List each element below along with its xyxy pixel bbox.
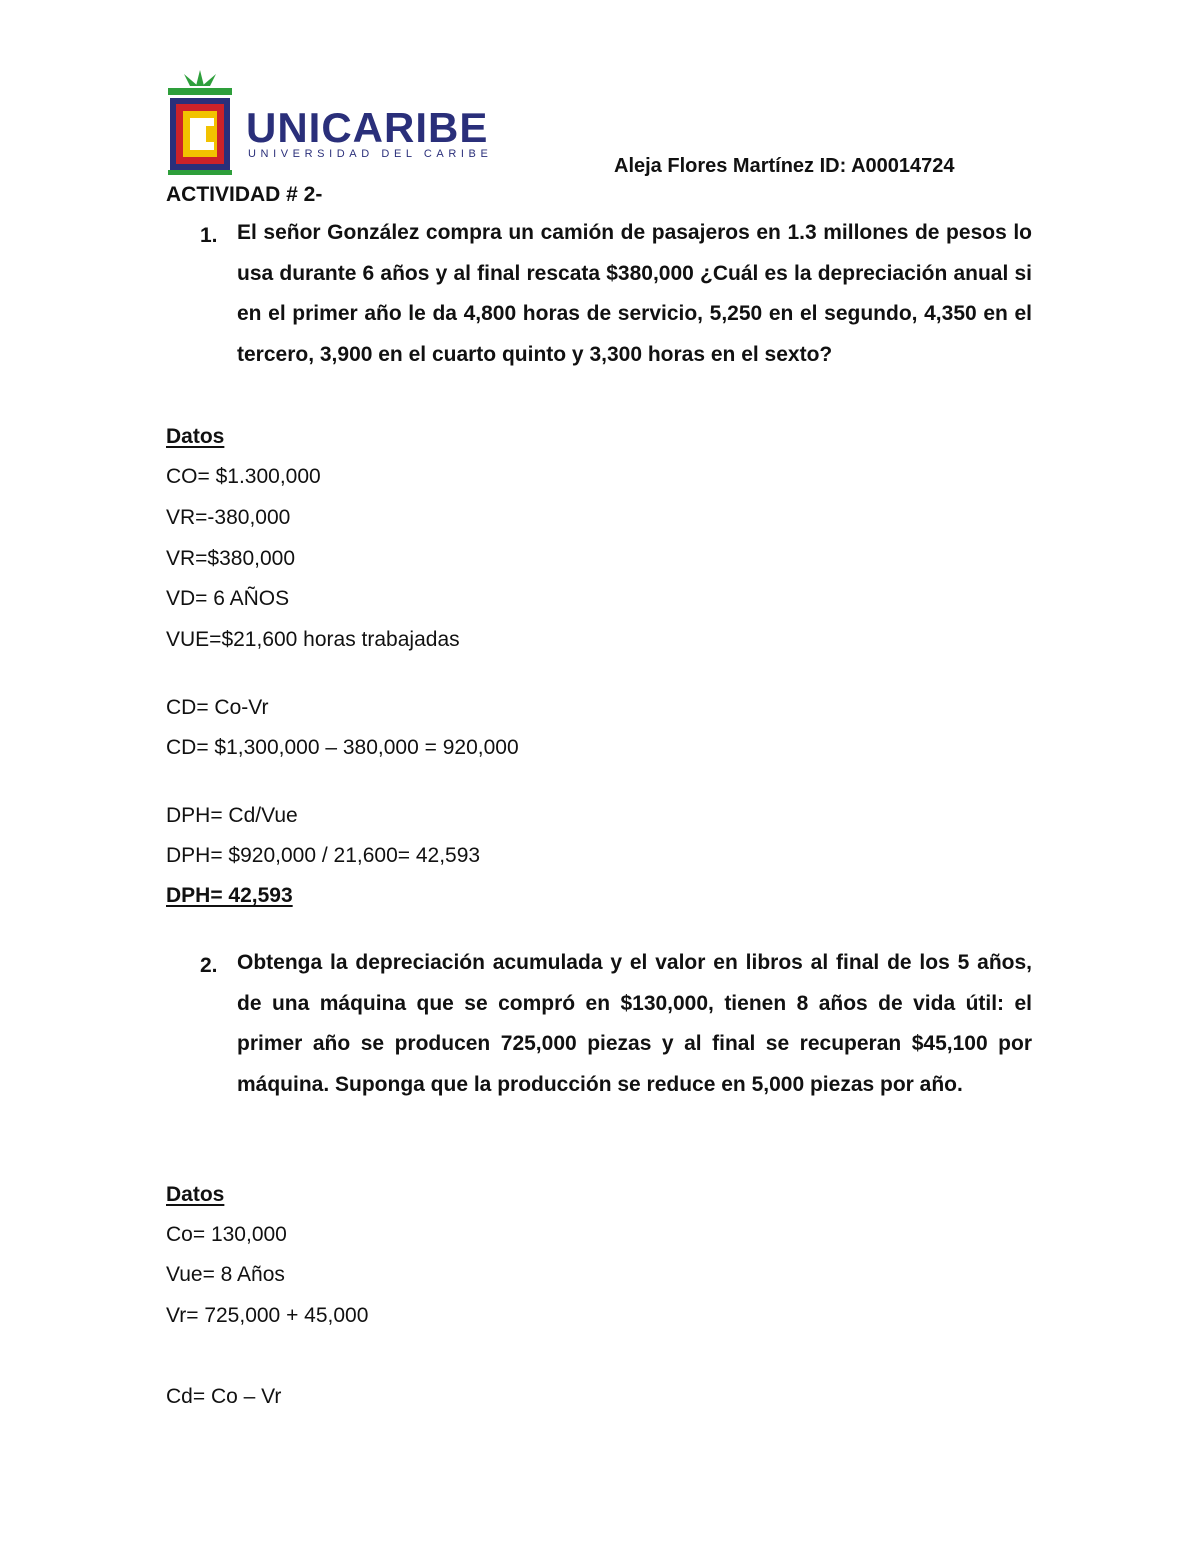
calc-line: CD= $1,300,000 – 380,000 = 920,000: [166, 736, 519, 759]
problem-1-text: El señor González compra un camión de pasajeros en 1.3 millones de pesos lo usa durante 6 años y al final rescata $380,000 ¿Cuál es la depreciación anual si en el primer año le da 4,800 horas de servicio, 5,250 en el segundo, 4,350 en el tercero, 3,900 en el cuarto quinto y 3,300 horas en el sexto?: [237, 221, 1032, 366]
calc-line: DPH= $920,000 / 21,600= 42,593: [166, 844, 481, 867]
dato-line: Co= 130,000: [166, 1223, 287, 1246]
dato-line: Vue= 8 Años: [166, 1263, 285, 1286]
calc-line: CD= Co-Vr: [166, 696, 269, 719]
dato-line: VUE=$21,600 horas trabajadas: [166, 628, 460, 651]
author-id: Aleja Flores Martínez ID: A00014724: [614, 155, 955, 177]
dato-line: VD= 6 AÑOS: [166, 587, 290, 610]
logo-subtitle: UNIVERSIDAD DEL CARIBE: [248, 148, 493, 160]
datos-label-1: Datos: [166, 425, 225, 448]
logo-wordmark: UNICARIBE: [246, 104, 489, 151]
problem-2-text: Obtenga la depreciación acumulada y el valor en libros al final de los 5 años, de una máquina que se compró en $130,000, tienen 8 años de vida útil: el primer año se producen 725,000 piezas y al final se recuperan $45,100 por máquina. Suponga que la producción se reduce en 5,000 piezas por año.: [237, 951, 1032, 1096]
calc-line: Cd= Co – Vr: [166, 1385, 282, 1408]
activity-title: ACTIVIDAD # 2-: [166, 183, 323, 206]
problem-2-number: 2.: [200, 954, 218, 977]
calc-line: DPH= Cd/Vue: [166, 804, 298, 827]
problem-1-number: 1.: [200, 224, 218, 247]
result-dph: DPH= 42,593: [166, 884, 293, 907]
dato-line: VR=$380,000: [166, 547, 296, 570]
dato-line: VR=-380,000: [166, 506, 291, 529]
datos-label-2: Datos: [166, 1183, 225, 1206]
dato-line: Vr= 725,000 + 45,000: [166, 1304, 369, 1327]
dato-line: CO= $1.300,000: [166, 465, 321, 488]
